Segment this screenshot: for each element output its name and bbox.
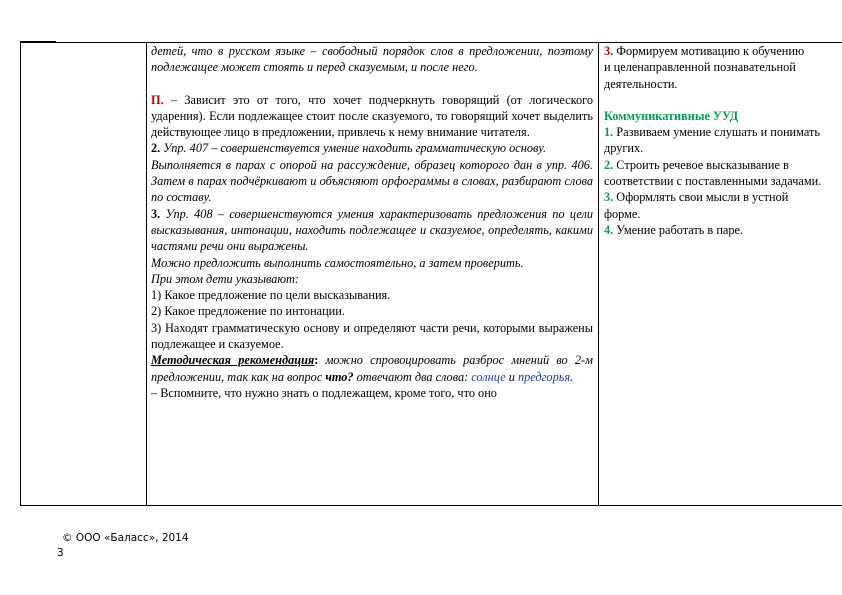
page-number: 3 [57,547,64,559]
motivation-line-2: и целенаправленной познавательной [604,60,796,75]
uud-item: 4. Умение работать в паре. [604,222,744,237]
methodical-recommendation: Методическая рекомендация: можно спровоцировать разброс мнений во 2-м предложении, так как на вопрос что? отвечают два слова: солнце и предгорья. [151,353,593,384]
uud-column [604,43,842,238]
table-left-border [20,42,21,506]
uud-item-cont: форме. [604,206,641,221]
paragraph-5: 3. Упр. 408 – совершенствуются умения характеризовать предложения по цели высказывания, интонации, находить подлежащее и сказуемое, определять, какими частями речи они выражены. [151,206,593,254]
communicative-uud-heading: Коммуникативные УУД [604,108,739,123]
paragraph-1: детей, что в русском языке – свободный порядок слов в предложении, поэтому подлежащее может стоять и перед сказуемым, и после него. [151,44,593,75]
paragraph-2: П. – Зависит это от того, что хочет подчеркнуть говорящий (от логического ударения). Если подлежащее стоит после сказуемого, то говорящий хочет выделить действующее лицо в предложении, привлечь к нему внимание читателя. [151,92,593,140]
uud-item: 3. Оформлять свои мысли в устной [604,190,789,205]
uud-item: 2. Строить речевое высказывание в [604,157,789,172]
uud-item-cont: соответствии с поставленными задачами. [604,174,822,189]
paragraph-4: Выполняется в парах с опорой на рассуждение, образец которого дан в упр. 406. Затем в парах подчёркивают и объясняют орфограммы в словах, разбирают слова по составу. [151,157,593,205]
copyright-footer: © ООО «Баласс», 2014 [62,532,189,544]
list-item: 3) Находят грамматическую основу и определяют части речи, которыми выражены подлежащее и сказуемое. [151,320,593,352]
lesson-content-column [151,43,593,401]
list-item: 2) Какое предложение по интонации. [151,304,345,319]
table-bottom-border [20,505,842,506]
pupil-marker: П. [151,92,164,107]
uud-item: 1. Развиваем умение слушать и понимать [604,125,820,140]
paragraph-3: 2. Упр. 407 – совершенствуется умение находить грамматическую основу. [151,141,547,156]
column-divider-1 [146,42,147,506]
uud-item-cont: других. [604,141,644,156]
motivation-item: 3. Формируем мотивацию к обучению [604,44,805,58]
column-divider-2 [598,42,599,506]
paragraph-6: Можно предложить выполнить самостоятельно, а затем проверить. [151,255,524,270]
paragraph-9: – Вспомните, что нужно знать о подлежащем, кроме того, что оно [151,385,497,400]
list-item: 1) Какое предложение по цели высказывания. [151,288,391,303]
motivation-line-3: деятельности. [604,76,678,91]
paragraph-7: При этом дети указывают: [151,271,299,286]
